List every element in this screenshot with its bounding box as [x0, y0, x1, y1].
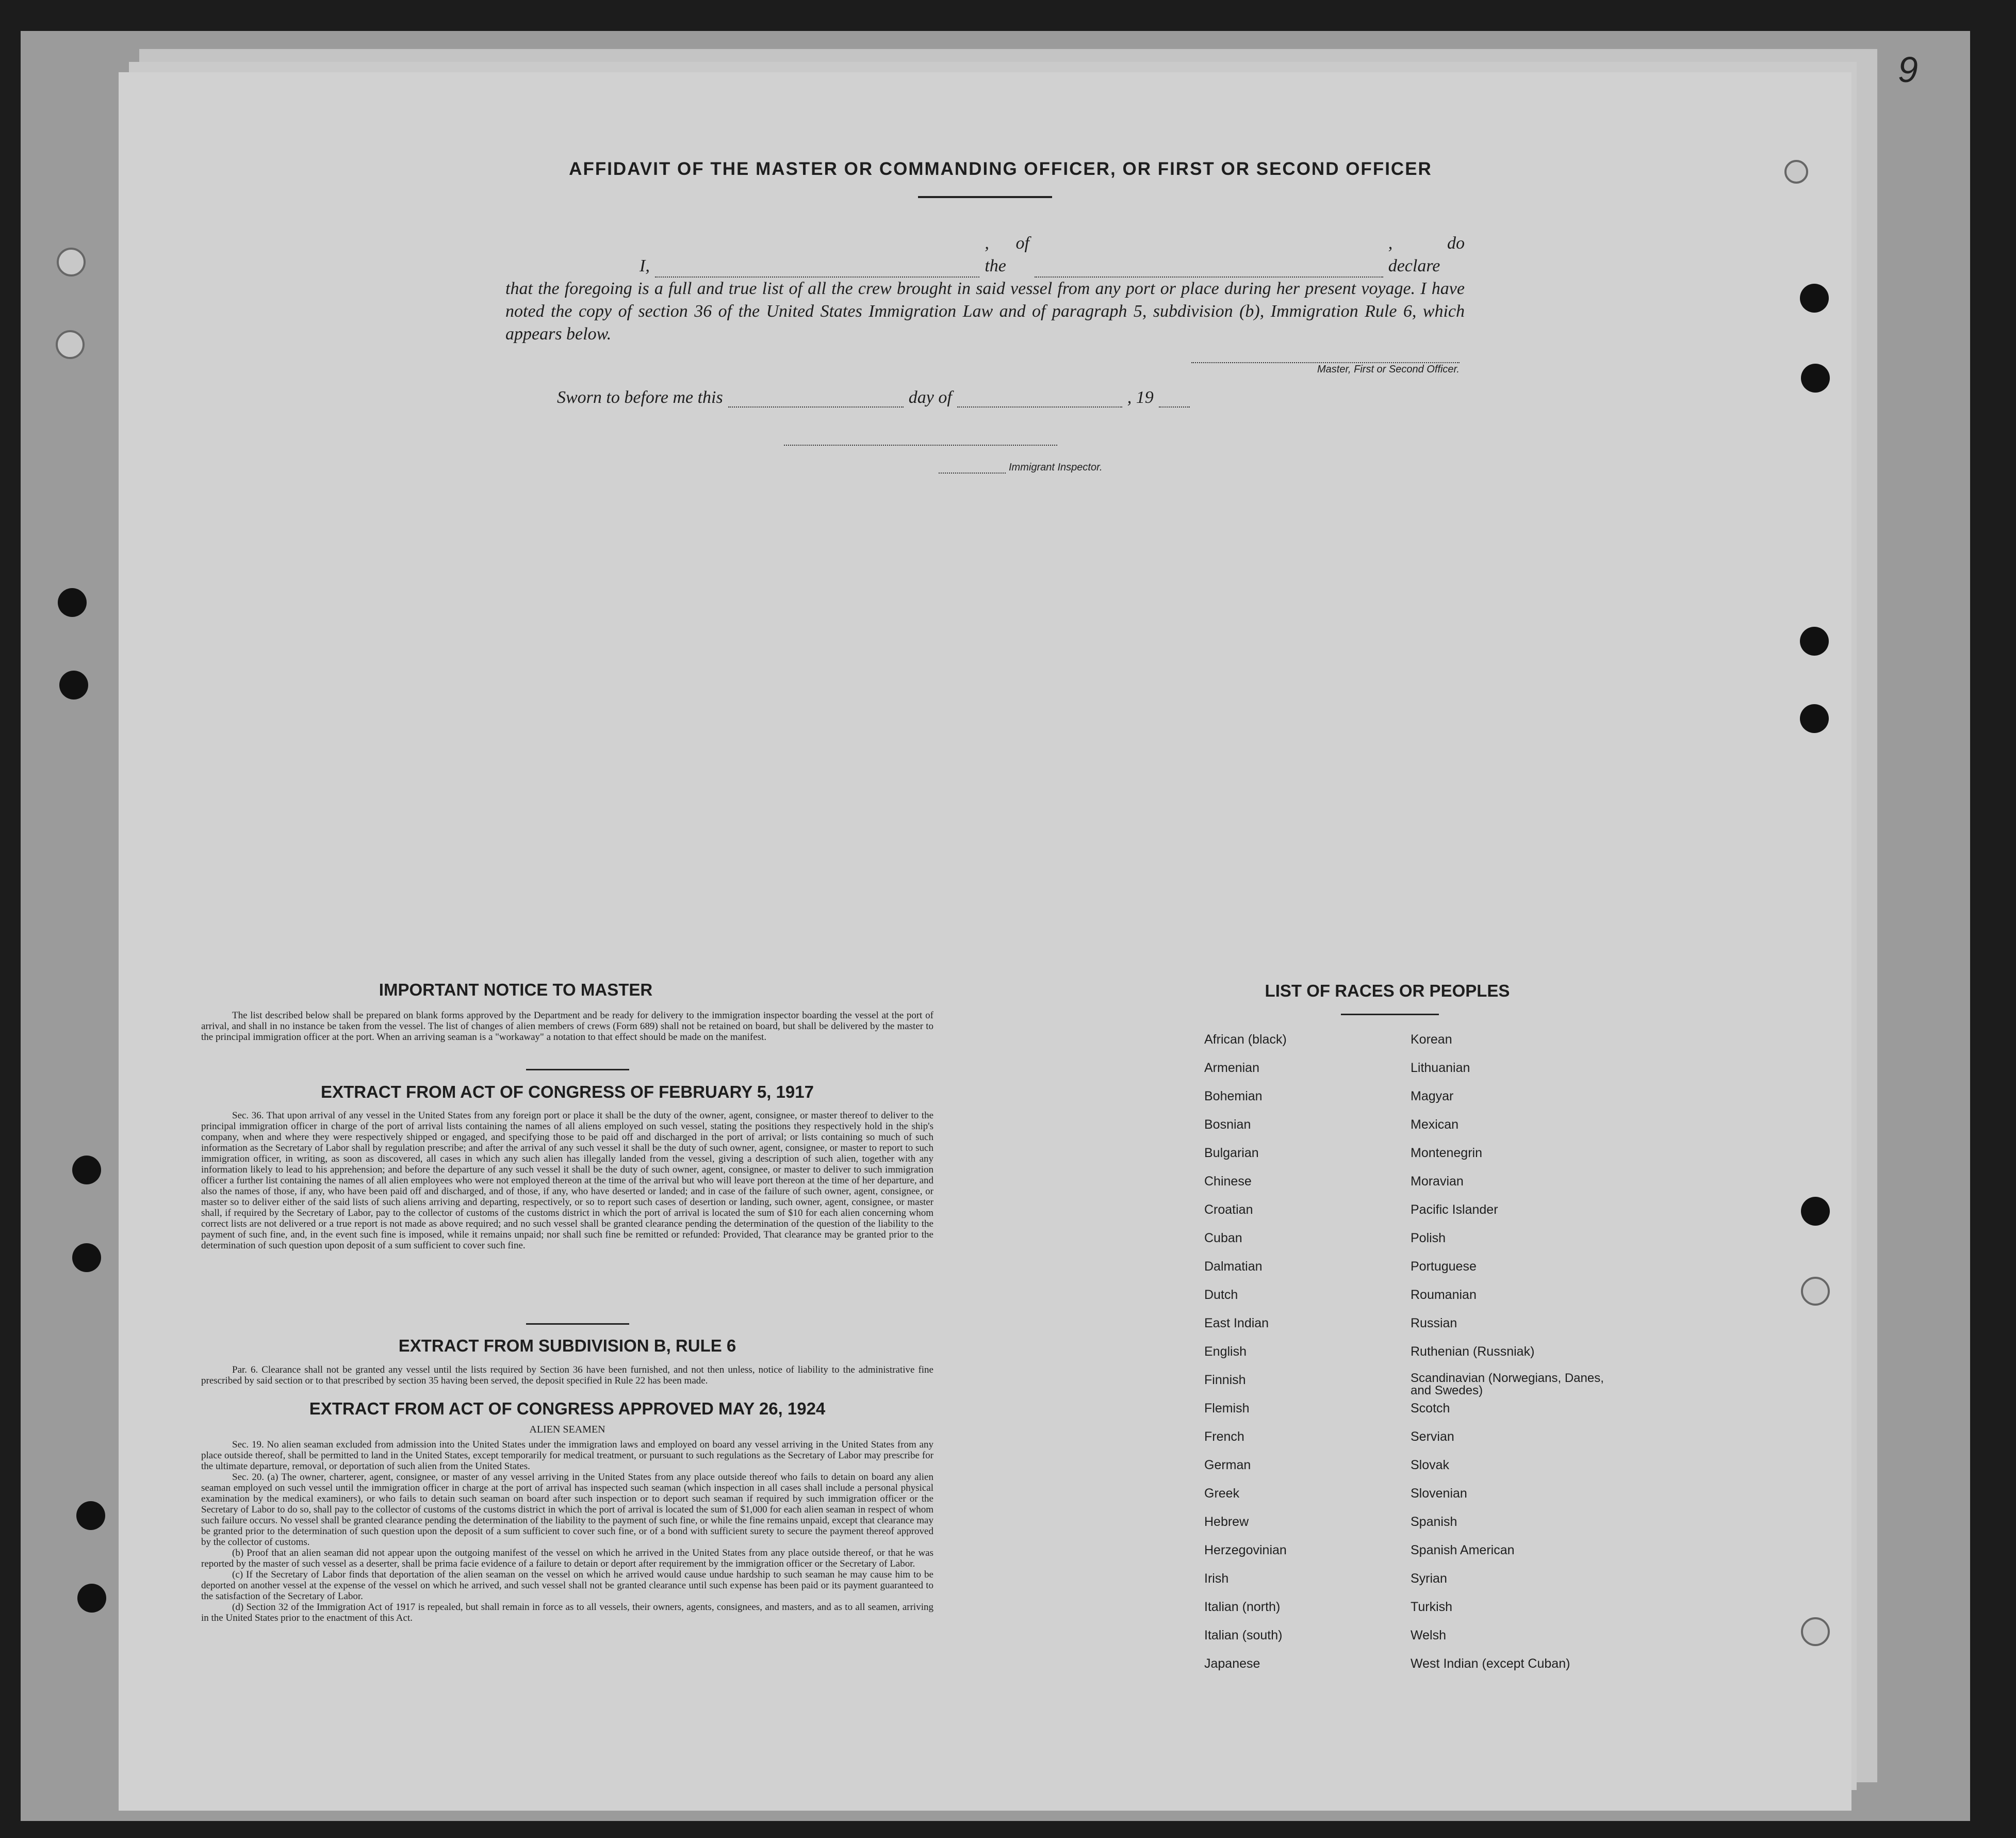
race-item: Portuguese — [1411, 1259, 1477, 1274]
sworn-prefix: Sworn to before me this — [557, 388, 723, 407]
sec20d-text: (d) Section 32 of the Immigration Act of 1917 is repealed, but shall remain in force as to all vessels, their owners, agents, consignees, and masters, and as to all seamen, arriving in the United States prior to the enactment of this Act. — [201, 1602, 933, 1623]
race-item: Italian (south) — [1204, 1628, 1283, 1642]
race-item: African (black) — [1204, 1032, 1287, 1047]
notice-text: The list described below shall be prepared on blank forms approved by the Department and be ready for delivery to the immigration inspector boarding the vessel at the port of arrival, and shall in no instance be taken from the vessel. The list of changes of alien members of crews (Form 689) shall not be retained on board, but shall be delivered by the master to the principal immigration officer at the port. When an arriving seaman is a "workaway" a notation to that effect should be made on the manifest. — [201, 1010, 933, 1043]
sworn-year: , 19 — [1127, 388, 1154, 407]
master-signature-label: Master, First or Second Officer. — [1317, 364, 1460, 375]
race-item: Flemish — [1204, 1401, 1250, 1416]
race-item: Syrian — [1411, 1571, 1447, 1586]
race-item: Magyar — [1411, 1089, 1454, 1103]
punch-hole — [1801, 1617, 1830, 1646]
punch-hole — [1800, 627, 1829, 656]
punch-hole — [77, 1584, 106, 1613]
notice-title: IMPORTANT NOTICE TO MASTER — [379, 980, 653, 999]
race-item: Ruthenian (Russniak) — [1411, 1344, 1535, 1359]
race-item: Turkish — [1411, 1600, 1453, 1614]
race-item: Scandinavian (Norwegians, Danes, and Swedes) — [1411, 1371, 1604, 1397]
race-item: Chinese — [1204, 1174, 1252, 1189]
affidavit-title: AFFIDAVIT OF THE MASTER OR COMMANDING OFFICER, OR FIRST OR SECOND OFFICER — [569, 159, 1432, 179]
inspector-label: Immigrant Inspector. — [1009, 462, 1103, 473]
sworn-month-blank[interactable] — [957, 393, 1122, 408]
race-item: Korean — [1411, 1032, 1452, 1047]
race-item: Mexican — [1411, 1117, 1459, 1132]
race-item: Bulgarian — [1204, 1146, 1259, 1160]
race-item: East Indian — [1204, 1316, 1269, 1330]
extract-1917-text: Sec. 36. That upon arrival of any vessel in the United States from any foreign port or place it shall be the duty of the owner, agent, consignee, or master thereof to deliver to the principal immigration officer in charge of the port of arrival lists containing the names of all aliens employed on such vessel, stating the positions they respectively hold in the ship's company, when and where they were respectively shipped or engaged, and specifying those to be paid off and discharged in the port of arrival; or lists containing so much of such information as the Secretary of Labor shall by regulation prescribe; and after the arrival of any such vessel it shall be the duty of such owner, agent, consignee, or master to report to such immigration officer, in writing, as soon as discovered, all cases in which any such alien has illegally landed from the vessel, giving a description of such alien, together with any information likely to lead to his apprehension; and before the departure of any such vessel it shall be the duty of such owner, agent, consignee, or master to deliver to such immigration officer a further list containing the names of all alien employees who were not employed thereon at the time of the arrival but who will leave port thereon at the time of her departure, and also the names of those, if any, who have been paid off and discharged, and of those, if any, who have deserted or landed; and in case of the failure of such owner, agent, consignee, or master so to deliver either of the said lists of such aliens arriving and departing, respectively, or so to report such cases of desertion or landing, such owner, agent, consignee, or master shall, if required by the Secretary of Labor, pay to the collector of customs of the customs district in which the port of arrival is located the sum of $10 for each alien concerning whom correct lists are not delivered or a true report is not made as above required; and no such vessel shall be granted clearance pending the determination of the question of the liability to the payment of such fine, and, in the event such fine is imposed, while it remains unpaid; nor shall such fine be remitted or refunded: Provided, That clearance may be granted prior to the determination of such question upon deposit of a sum sufficient to cover such fine. — [201, 1110, 933, 1251]
divider — [526, 1323, 629, 1325]
race-item: Armenian — [1204, 1061, 1259, 1075]
race-item: Croatian — [1204, 1202, 1253, 1217]
punch-hole — [1801, 364, 1830, 393]
punch-hole — [1784, 160, 1808, 184]
affidavit-statement — [505, 232, 1465, 346]
extract-1924-title: EXTRACT FROM ACT OF CONGRESS APPROVED MAY 26, 1924 — [309, 1399, 826, 1418]
document-page — [119, 72, 1851, 1811]
race-item: Italian (north) — [1204, 1600, 1281, 1614]
name-blank[interactable] — [655, 263, 980, 278]
race-item: Irish — [1204, 1571, 1229, 1586]
affidavit-declare: , do declare — [1388, 234, 1465, 275]
race-item: Hebrew — [1204, 1515, 1249, 1529]
race-item: Greek — [1204, 1486, 1240, 1501]
sworn-year-blank[interactable] — [1159, 393, 1190, 408]
punch-hole — [56, 330, 85, 359]
race-item: Russian — [1411, 1316, 1457, 1330]
punch-hole — [76, 1501, 105, 1530]
race-item: Spanish — [1411, 1515, 1457, 1529]
race-item: West Indian (except Cuban) — [1411, 1656, 1570, 1671]
race-item: Welsh — [1411, 1628, 1447, 1642]
sworn-line — [557, 388, 1190, 408]
punch-hole — [72, 1243, 101, 1272]
race-item: Scotch — [1411, 1401, 1450, 1416]
race-item: Dalmatian — [1204, 1259, 1263, 1274]
sworn-day-of: day of — [908, 388, 952, 407]
race-item: Herzegovinian — [1204, 1543, 1287, 1557]
race-item: Pacific Islander — [1411, 1202, 1498, 1217]
sec19-text: Sec. 19. No alien seaman excluded from admission into the United States under the immigration laws and employed on board any vessel arriving in the United States from any place outside thereof, shall be permitted to land in the United States, except temporarily for medical treatment, or pursuant to such regulations as the Secretary of Labor may prescribe for the ultimate departure, removal, or deportation of such alien from the United States. — [201, 1439, 933, 1472]
race-item: Finnish — [1204, 1373, 1246, 1387]
punch-hole — [59, 671, 88, 700]
race-item: Moravian — [1411, 1174, 1464, 1189]
race-item: Servian — [1411, 1429, 1454, 1444]
punch-hole — [1800, 284, 1829, 313]
race-item: Polish — [1411, 1231, 1446, 1245]
sworn-day-blank[interactable] — [728, 393, 904, 408]
extract-1924-body — [201, 1439, 933, 1623]
punch-hole — [58, 588, 87, 617]
affidavit-i: I, — [640, 256, 650, 275]
race-item: Bohemian — [1204, 1089, 1263, 1103]
race-item: Cuban — [1204, 1231, 1242, 1245]
sec20a-text: Sec. 20. (a) The owner, charterer, agent, consignee, or master of any vessel arriving in the United States from any place outside thereof who fails to detain on board any alien seaman employed on such vessel until the immigration officer in charge at the port of arrival has inspected such seaman (which inspection in all cases shall include a personal physical examination by the medical examiners), or who fails to detain such seaman on board after such inspection or to deport such seaman if required by such immigration officer or the Secretary of Labor to do so, shall pay to the collector of customs of the customs district in which the port of arrival is located the sum of $1,000 for each alien seaman in respect of whom such failure occurs. No vessel shall be granted clearance pending the determination of the liability to the payment of such fine, or while the fine remains unpaid, except that clearance may be granted prior to the determination of such question upon the deposit of a sum sufficient to cover such fine, or of a bond with sufficient surety to secure the payment thereof approved by the collector of customs. — [201, 1472, 933, 1548]
race-item: German — [1204, 1458, 1251, 1472]
sec20c-text: (c) If the Secretary of Labor finds that deportation of the alien seaman on the vessel on which he arrived would cause undue hardship to such seaman he may cause him to be deported on another vessel at the expense of the vessel on which he arrived, and such vessel shall not be granted clearance until such expense has been paid or its payment guaranteed to the satisfaction of the Secretary of Labor. — [201, 1569, 933, 1602]
race-item: Lithuanian — [1411, 1061, 1470, 1075]
sec20b-text: (b) Proof that an alien seaman did not appear upon the outgoing manifest of the vessel on which he arrived in the United States from any place outside thereof, or that he was reported by the master of such vessel as a deserter, shall be prima facie evidence of a failure to detain or deport after requirement by the immigration officer or the Secretary of Labor. — [201, 1548, 933, 1569]
punch-hole — [1801, 1277, 1830, 1306]
race-item: Roumanian — [1411, 1288, 1477, 1302]
punch-hole — [57, 248, 86, 276]
races-left-column — [1204, 1032, 1400, 1684]
extract-1917-title: EXTRACT FROM ACT OF CONGRESS OF FEBRUARY 5, 1917 — [321, 1082, 814, 1101]
race-item: French — [1204, 1429, 1244, 1444]
page-number-mark: 9 — [1898, 50, 1918, 90]
race-item: Montenegrin — [1411, 1146, 1482, 1160]
race-item: Slovak — [1411, 1458, 1450, 1472]
affidavit-body: that the foregoing is a full and true list of all the crew brought in said vessel from any port or place during her present voyage. I have noted the copy of section 36 of the United States Immigration Law and of paragraph 5, subdivision (b), Immigration Rule 6, which appears below. — [505, 279, 1465, 344]
inspector-signature-line[interactable] — [784, 444, 1057, 446]
inspector-label-row — [939, 462, 1103, 474]
master-signature-line[interactable] — [1191, 361, 1460, 363]
punch-hole — [72, 1156, 101, 1184]
affidavit-of-the: , of the — [985, 234, 1029, 275]
inspector-blank[interactable] — [939, 465, 1006, 474]
rule6-text: Par. 6. Clearance shall not be granted any vessel until the lists required by Section 36 have been furnished, and not then unless, notice of liability to the administrative fine prescribed by said section or to that prescribed by section 35 having been served, the deposit specified in Rule 22 has been made. — [201, 1364, 933, 1386]
punch-hole — [1800, 704, 1829, 733]
race-item: English — [1204, 1344, 1247, 1359]
vessel-blank[interactable] — [1035, 263, 1383, 278]
race-item: Dutch — [1204, 1288, 1238, 1302]
race-item: Bosnian — [1204, 1117, 1251, 1132]
races-divider — [1341, 1014, 1439, 1015]
races-title: LIST OF RACES OR PEOPLES — [1265, 981, 1510, 1000]
race-item: Japanese — [1204, 1656, 1260, 1671]
rule6-title: EXTRACT FROM SUBDIVISION B, RULE 6 — [398, 1336, 736, 1355]
punch-hole — [1801, 1197, 1830, 1226]
race-item: Slovenian — [1411, 1486, 1467, 1501]
title-divider — [918, 196, 1052, 198]
races-right-column — [1411, 1032, 1617, 1684]
divider — [526, 1069, 629, 1070]
extract-1924-subtitle: ALIEN SEAMEN — [529, 1424, 605, 1435]
race-item: Spanish American — [1411, 1543, 1515, 1557]
